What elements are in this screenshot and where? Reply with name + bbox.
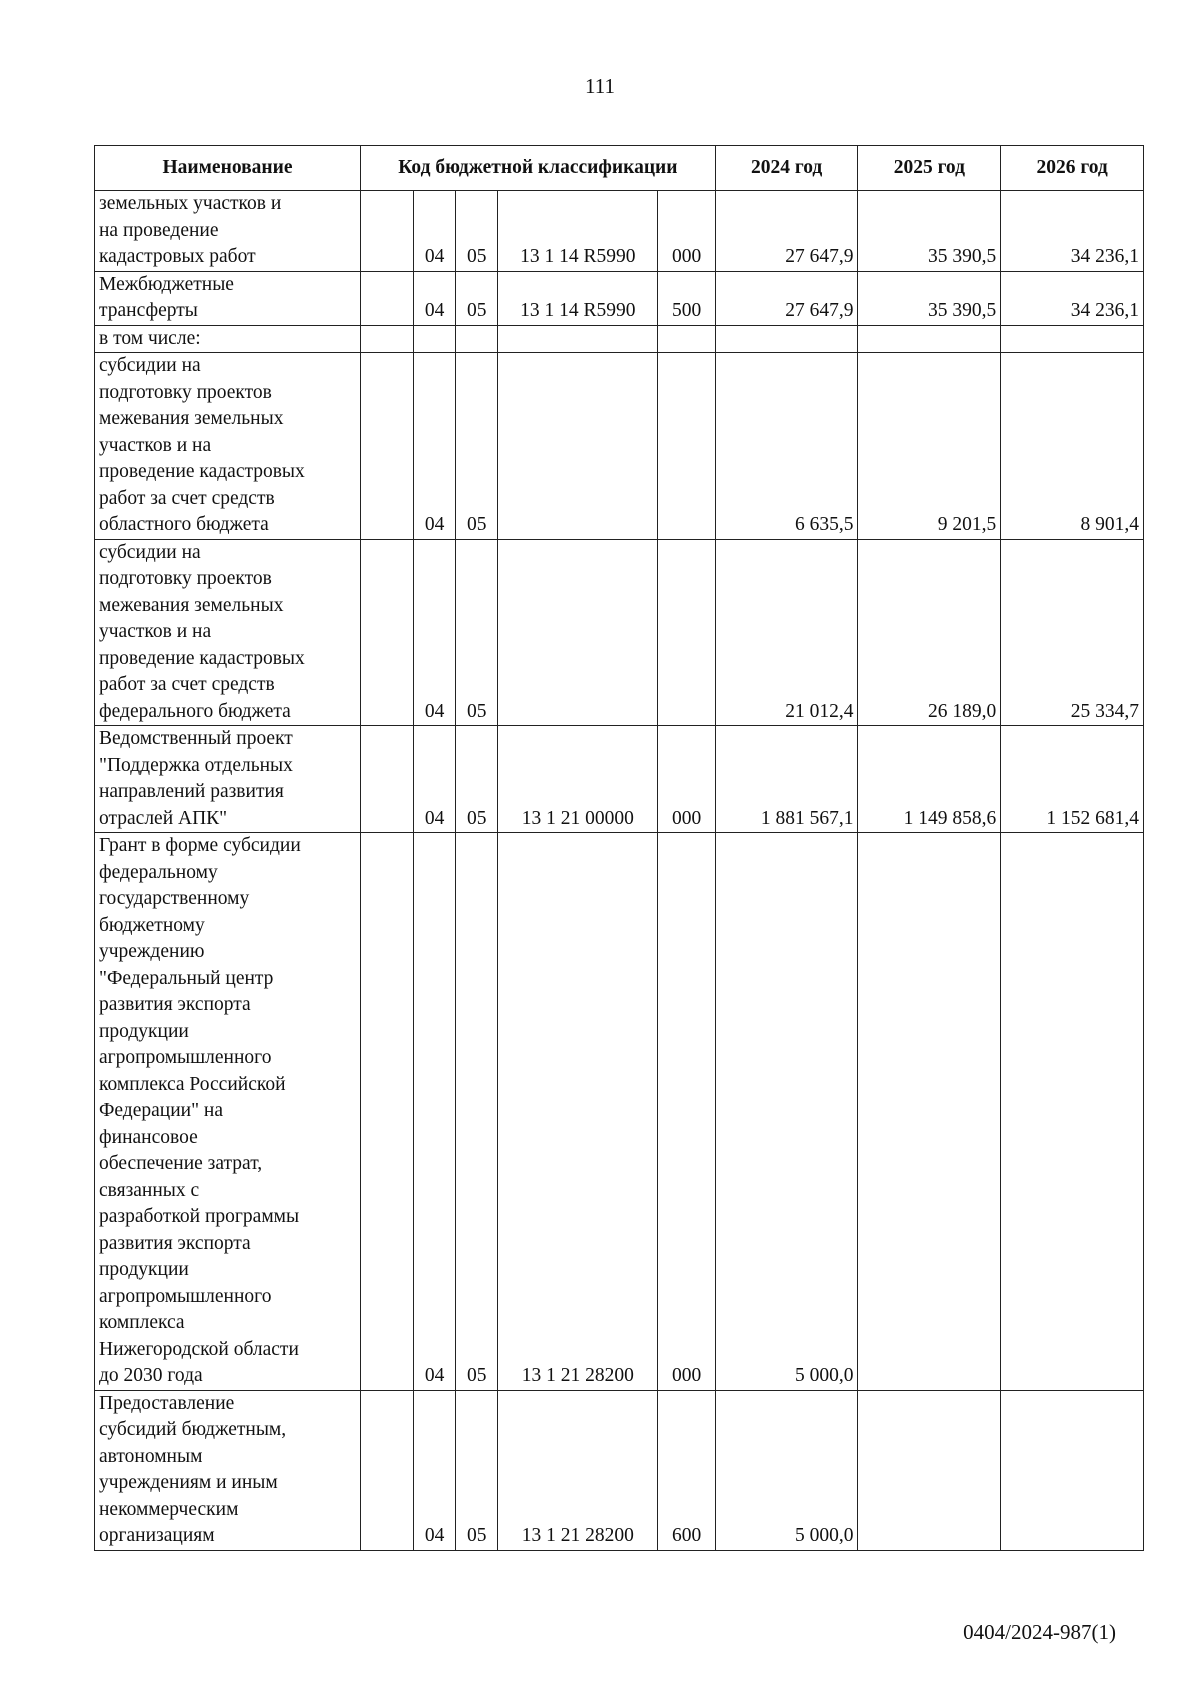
amount-2024-cell: 27 647,9 <box>715 191 858 272</box>
amount-2026-cell: 34 236,1 <box>1001 191 1144 272</box>
expense-type-cell <box>658 353 715 540</box>
table-row <box>95 271 1144 325</box>
expense-type-cell: 000 <box>658 191 715 272</box>
expense-type-cell: 600 <box>658 1390 715 1550</box>
subsection-code-cell: 05 <box>456 191 498 272</box>
row-name-cell: в том числе: <box>95 325 361 353</box>
table-body <box>95 191 1144 1551</box>
row-name-cell: земельных участков и на проведение кадастровых работ <box>95 191 361 272</box>
target-article-cell: 13 1 21 28200 <box>498 833 658 1391</box>
amount-2026-cell: 25 334,7 <box>1001 539 1144 726</box>
amount-2026-cell: 34 236,1 <box>1001 271 1144 325</box>
target-article-cell: 13 1 21 28200 <box>498 1390 658 1550</box>
amount-2025-cell: 35 390,5 <box>858 191 1001 272</box>
amount-2025-cell <box>858 325 1001 353</box>
amount-2024-cell: 27 647,9 <box>715 271 858 325</box>
subsection-code-cell: 05 <box>456 833 498 1391</box>
subsection-code-cell: 05 <box>456 539 498 726</box>
code-part-1-cell <box>361 353 414 540</box>
expense-type-cell <box>658 325 715 353</box>
table-row <box>95 726 1144 833</box>
amount-2024-cell: 21 012,4 <box>715 539 858 726</box>
expense-type-cell: 500 <box>658 271 715 325</box>
subsection-code-cell: 05 <box>456 1390 498 1550</box>
row-name-cell: субсидии на подготовку проектов межевания земельных участков и на проведение кадастровых работ за счет средств федерального бюджета <box>95 539 361 726</box>
target-article-cell: 13 1 14 R5990 <box>498 271 658 325</box>
section-code-cell: 04 <box>414 726 456 833</box>
expense-type-cell: 000 <box>658 726 715 833</box>
target-article-cell <box>498 539 658 726</box>
row-name-cell: Ведомственный проект "Поддержка отдельных направлений развития отраслей АПК" <box>95 726 361 833</box>
row-name-cell: Предоставление субсидий бюджетным, автономным учреждениям и иным некоммерческим организациям <box>95 1390 361 1550</box>
code-part-1-cell <box>361 539 414 726</box>
header-2024: 2024 год <box>715 146 858 191</box>
section-code-cell <box>414 325 456 353</box>
row-name-cell: Межбюджетные трансферты <box>95 271 361 325</box>
amount-2025-cell: 26 189,0 <box>858 539 1001 726</box>
amount-2024-cell: 6 635,5 <box>715 353 858 540</box>
subsection-code-cell: 05 <box>456 271 498 325</box>
code-part-1-cell <box>361 191 414 272</box>
code-part-1-cell <box>361 726 414 833</box>
section-code-cell: 04 <box>414 271 456 325</box>
amount-2026-cell <box>1001 325 1144 353</box>
amount-2025-cell <box>858 833 1001 1391</box>
budget-table <box>94 145 1144 1551</box>
amount-2024-cell: 5 000,0 <box>715 1390 858 1550</box>
amount-2025-cell: 1 149 858,6 <box>858 726 1001 833</box>
expense-type-cell <box>658 539 715 726</box>
expense-type-cell: 000 <box>658 833 715 1391</box>
table-row <box>95 191 1144 272</box>
header-2026: 2026 год <box>1001 146 1144 191</box>
table-row <box>95 539 1144 726</box>
row-name-cell: субсидии на подготовку проектов межевания земельных участков и на проведение кадастровых работ за счет средств областного бюджета <box>95 353 361 540</box>
subsection-code-cell: 05 <box>456 353 498 540</box>
table-row <box>95 1390 1144 1550</box>
amount-2025-cell: 35 390,5 <box>858 271 1001 325</box>
amount-2026-cell: 1 152 681,4 <box>1001 726 1144 833</box>
row-name-cell: Грант в форме субсидии федеральному государственному бюджетному учреждению "Федеральный центр развития экспорта продукции агропромышленного комплекса Российской Федерации" на финансовое обеспечение затрат, связанных с разработкой программы развития экспорта продукции агропромышленного комплекса Нижегородской области до 2030 года <box>95 833 361 1391</box>
subsection-code-cell <box>456 325 498 353</box>
header-2025: 2025 год <box>858 146 1001 191</box>
header-name: Наименование <box>95 146 361 191</box>
amount-2026-cell <box>1001 1390 1144 1550</box>
amount-2025-cell: 9 201,5 <box>858 353 1001 540</box>
section-code-cell: 04 <box>414 191 456 272</box>
target-article-cell <box>498 353 658 540</box>
amount-2026-cell: 8 901,4 <box>1001 353 1144 540</box>
code-part-1-cell <box>361 1390 414 1550</box>
amount-2026-cell <box>1001 833 1144 1391</box>
section-code-cell: 04 <box>414 539 456 726</box>
section-code-cell: 04 <box>414 353 456 540</box>
target-article-cell: 13 1 14 R5990 <box>498 191 658 272</box>
table-row <box>95 325 1144 353</box>
amount-2024-cell <box>715 325 858 353</box>
page-number: 111 <box>585 74 615 98</box>
subsection-code-cell: 05 <box>456 726 498 833</box>
table-row <box>95 833 1144 1391</box>
section-code-cell: 04 <box>414 1390 456 1550</box>
document-code: 0404/2024-987(1) <box>963 1620 1116 1644</box>
code-part-1-cell <box>361 833 414 1391</box>
target-article-cell: 13 1 21 00000 <box>498 726 658 833</box>
table-header-row <box>95 146 1144 191</box>
header-code: Код бюджетной классификации <box>361 146 716 191</box>
amount-2024-cell: 1 881 567,1 <box>715 726 858 833</box>
table-row <box>95 353 1144 540</box>
section-code-cell: 04 <box>414 833 456 1391</box>
amount-2025-cell <box>858 1390 1001 1550</box>
target-article-cell <box>498 325 658 353</box>
code-part-1-cell <box>361 271 414 325</box>
amount-2024-cell: 5 000,0 <box>715 833 858 1391</box>
code-part-1-cell <box>361 325 414 353</box>
